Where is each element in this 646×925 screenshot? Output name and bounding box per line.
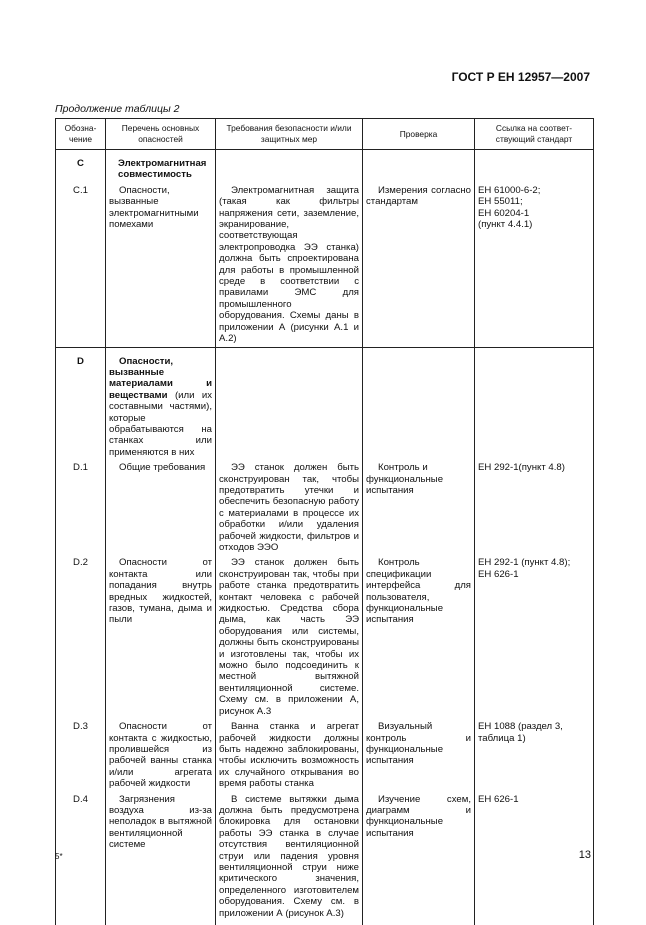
page-number: 13 <box>578 849 591 861</box>
row-requirement <box>216 150 363 183</box>
page-footnote-marker: 5* <box>55 852 63 861</box>
row-hazard <box>106 347 216 460</box>
table-row <box>56 719 594 791</box>
row-hazard-title: Электромагнитная совместимость <box>118 158 207 181</box>
row-reference: ЕН 61000-6-2; ЕН 55011; ЕН 60204-1 (пункт 4.4.1) <box>475 183 594 347</box>
row-check <box>363 347 475 460</box>
table-caption: Продолжение таблицы 2 <box>55 103 180 115</box>
row-code: C.1 <box>56 183 106 347</box>
table-row <box>56 460 594 555</box>
col-header-requirements: Требования безопасности и/или защитных мер <box>216 119 363 150</box>
row-reference: ЕН 1088 (раздел 3, таблица 1) <box>475 719 594 791</box>
row-requirement <box>216 347 363 460</box>
row-reference <box>475 150 594 183</box>
col-header-check: Проверка <box>363 119 475 150</box>
table-tail-row <box>56 921 594 925</box>
table-row <box>56 150 594 183</box>
row-reference: ЕН 292-1 (пункт 4.8); ЕН 626-1 <box>475 555 594 719</box>
row-hazard-title: Опасности, вызванные материалами и веществами <box>109 355 212 401</box>
table-header-row <box>56 119 594 150</box>
row-requirement: ЭЭ станок должен быть сконструирован так, чтобы при работе станка предотвратить контакт человека с рабочей жидкостью. Средства сбора дыма, как часть ЭЭ оборудования или системы, должны быть сконструированы и изготовлены так, чтобы их можно было подсоединить к местной вытяжной вентиляционной системе. Схему см. в приложении А, рисунок А.3 <box>216 555 363 719</box>
row-hazard <box>106 150 216 183</box>
row-code: D.4 <box>56 792 106 921</box>
row-reference: ЕН 626-1 <box>475 792 594 921</box>
table-row <box>56 347 594 460</box>
col-header-code: Обозна- чение <box>56 119 106 150</box>
standard-designation: ГОСТ Р ЕН 12957—2007 <box>451 70 590 84</box>
row-requirement: Ванна станка и агрегат рабочей жидкости должны быть надежно заблокированы, чтобы исключить возможность их случайного открывания во время работы станка <box>216 719 363 791</box>
row-check: Визуальный контроль и функциональные испытания <box>363 719 475 791</box>
row-reference: ЕН 292-1(пункт 4.8) <box>475 460 594 555</box>
col-header-reference: Ссылка на соответ- ствующий стандарт <box>475 119 594 150</box>
row-check: Изучение схем, диаграмм и функциональные испытания <box>363 792 475 921</box>
row-hazard: Общие требования <box>106 460 216 555</box>
row-code: D.1 <box>56 460 106 555</box>
table-row <box>56 183 594 347</box>
row-check: Измерения согласно стандартам <box>363 183 475 347</box>
row-hazard: Загрязнения воздуха из-за неполадок в вытяжной вентиляционной системе <box>106 792 216 921</box>
row-code: D.2 <box>56 555 106 719</box>
row-check: Контроль и функциональные испытания <box>363 460 475 555</box>
table-row <box>56 792 594 921</box>
row-check <box>363 150 475 183</box>
row-check: Контроль спецификации интерфейса для пользователя, функциональные испытания <box>363 555 475 719</box>
row-hazard-text: (или их составными частями), которые обрабатываются на станках или применяются в них <box>109 389 212 458</box>
hazards-table <box>55 118 594 925</box>
row-code: C <box>56 150 106 183</box>
row-code: D.3 <box>56 719 106 791</box>
row-requirement: ЭЭ станок должен быть сконструирован так, чтобы предотвратить утечки и обеспечить безопасную работу с материалами в процессе их обработки и/или удаления рабочей жидкости, фильтров и отходов ЭЭО <box>216 460 363 555</box>
row-code: D <box>56 347 106 460</box>
row-hazard: Опасности, вызванные электромагнитными помехами <box>106 183 216 347</box>
col-header-hazards: Перечень основных опасностей <box>106 119 216 150</box>
row-requirement: Электромагнитная защита (такая как фильтры напряжения сети, заземление, экранирование, соответствующая электропроводка ЭЭ станка) должна быть спроектирована для работы в промышленной среде в соответствии с правилами ЭМС для промышленного оборудования. Схемы даны в приложении А (рисунки А.1 и А.2) <box>216 183 363 347</box>
table-row <box>56 555 594 719</box>
row-hazard: Опасности от контакта или попадания внутрь вредных жидкостей, газов, тумана, дыма и пыли <box>106 555 216 719</box>
row-requirement: В системе вытяжки дыма должна быть предусмотрена блокировка для остановки работы ЭЭ станка в случае отсутствия вентиляционной струи или падения уровня вентиляционной струи ниже критического значения, определенного изготовителем оборудования. Схему см. в приложении А (рисунок А.3) <box>216 792 363 921</box>
row-reference <box>475 347 594 460</box>
row-hazard: Опасности от контакта с жидкостью, пролившейся из рабочей ванны станка и/или агрегата рабочей жидкости <box>106 719 216 791</box>
